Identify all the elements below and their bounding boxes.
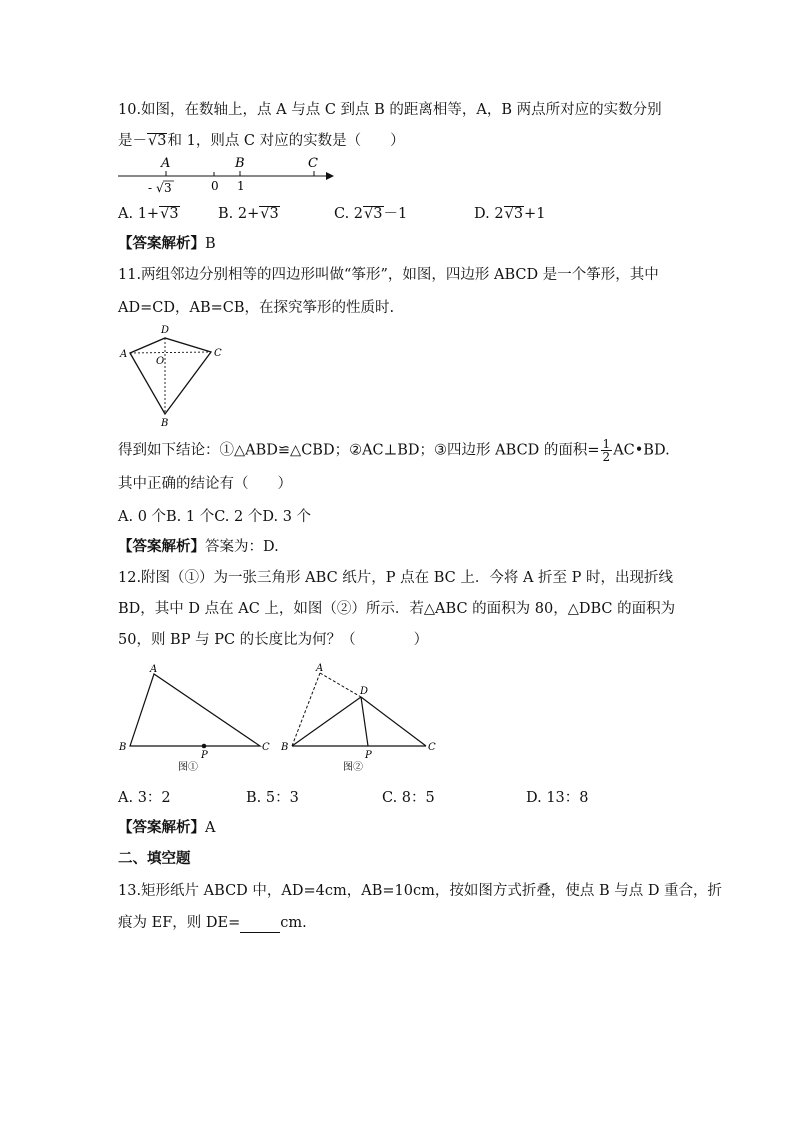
q10-line2 <box>118 131 405 151</box>
q12-line1: 12.附图（①）为一张三角形 ABC 纸片，P 点在 BC 上．今将 A 折至 P 时，出现折线 <box>118 570 674 586</box>
q10-option-d: D. 2√3+1 <box>474 206 546 222</box>
diagonal-ac <box>130 352 211 353</box>
q11-line1: 11.两组邻边分别相等的四边形叫做“筝形”，如图，四边形 ABCD 是一个筝形，其中 <box>118 267 659 283</box>
label-c: C <box>262 742 270 753</box>
q10-option-b: B. 2+√3 <box>218 206 279 222</box>
tick-label-root: 3 <box>164 181 172 195</box>
label-b: B <box>281 742 289 753</box>
label-b: B <box>161 418 169 429</box>
q11-conclusion: 得到如下结论：①△ABD≌△CBD；②AC⊥BD；③四边形 ABCD 的面积= $\frac{1}{2}$ AC•BD. <box>118 437 670 464</box>
caption-fig1: 图① <box>178 762 198 773</box>
label-o: O <box>156 356 165 367</box>
triangle-abc <box>130 674 260 746</box>
label-a: A <box>120 349 128 360</box>
tick-label-sqrt-sign: √ <box>156 181 164 195</box>
q10-option-a: A. 1+√3 <box>118 206 179 222</box>
q11-kite-figure <box>118 322 228 430</box>
q10-line2-prefix: 是－ <box>118 133 147 149</box>
q11-question: 其中正确的结论有（ ） <box>118 476 292 492</box>
answer-text: B <box>205 236 216 252</box>
axis-arrow-icon <box>326 172 334 180</box>
tick-label-minus: - <box>148 181 153 195</box>
point-p <box>202 744 207 749</box>
point-label-a: A <box>161 156 171 171</box>
q10-option-c: C. 2√3－1 <box>334 206 408 222</box>
q11-answer: 【答案解析】答案为：D. <box>118 538 279 555</box>
fraction-half: $\frac{1}{2}$ <box>602 437 611 464</box>
q12-line2: BD，其中 D 点在 AC 上，如图（②）所示．若△ABC 的面积为 80，△DBC 的面积为 <box>118 601 676 617</box>
kite-outline <box>130 338 211 414</box>
ad-dashed <box>320 673 361 697</box>
answer-blank <box>240 918 280 933</box>
ab-dashed <box>292 673 320 746</box>
dp-line <box>361 697 368 746</box>
label-d: D <box>360 686 369 697</box>
label-p: P <box>201 750 208 761</box>
section-heading: 二、填空题 <box>118 850 191 867</box>
q12-option-a: A. 3：2 <box>118 790 171 806</box>
sqrt-radical: √3 <box>148 133 167 149</box>
label-c: C <box>428 742 436 753</box>
dc-line <box>361 697 426 746</box>
q10-line1: 10.如图，在数轴上，点 A 与点 C 到点 B 的距离相等，A，B 两点所对应的实数分别 <box>118 102 662 118</box>
q10-answer <box>118 234 216 254</box>
q11-line2: AD=CD，AB=CB，在探究筝形的性质时. <box>118 300 395 316</box>
bd-line <box>292 697 361 746</box>
q11-options: A. 0 个B. 1 个C. 2 个D. 3 个 <box>118 509 312 525</box>
q12-option-c: C. 8：5 <box>382 790 435 806</box>
point-label-c: C <box>308 156 318 171</box>
answer-tag: 【答案解析】 <box>118 235 205 252</box>
label-a: A <box>316 663 324 674</box>
label-p: P <box>365 750 372 761</box>
q12-answer: 【答案解析】A <box>118 819 216 836</box>
point-label-b: B <box>235 156 245 171</box>
q10-number-line <box>118 152 348 200</box>
tick-label-one: 1 <box>237 179 245 193</box>
q10-line2-suffix: 和 1，则点 C 对应的实数是（ ） <box>167 133 405 149</box>
q12-line3: 50，则 BP 与 PC 的长度比为何？（ ） <box>118 632 429 648</box>
q12-figure-1 <box>118 660 278 775</box>
q12-option-d: D. 13：8 <box>526 790 589 806</box>
q12-option-b: B. 5：3 <box>246 790 299 806</box>
q13-line1: 13.矩形纸片 ABCD 中，AD=4cm，AB=10cm，按如图方式折叠，使点 B 与点 D 重合，折 <box>118 883 723 899</box>
label-a: A <box>150 664 158 675</box>
q12-figure-2 <box>280 660 440 775</box>
label-d: D <box>161 325 170 336</box>
q13-line2: 痕为 EF，则 DE= cm. <box>118 915 307 931</box>
label-b: B <box>119 742 127 753</box>
label-c: C <box>214 348 222 359</box>
caption-fig2: 图② <box>343 762 363 773</box>
tick-label-zero: 0 <box>211 179 219 193</box>
